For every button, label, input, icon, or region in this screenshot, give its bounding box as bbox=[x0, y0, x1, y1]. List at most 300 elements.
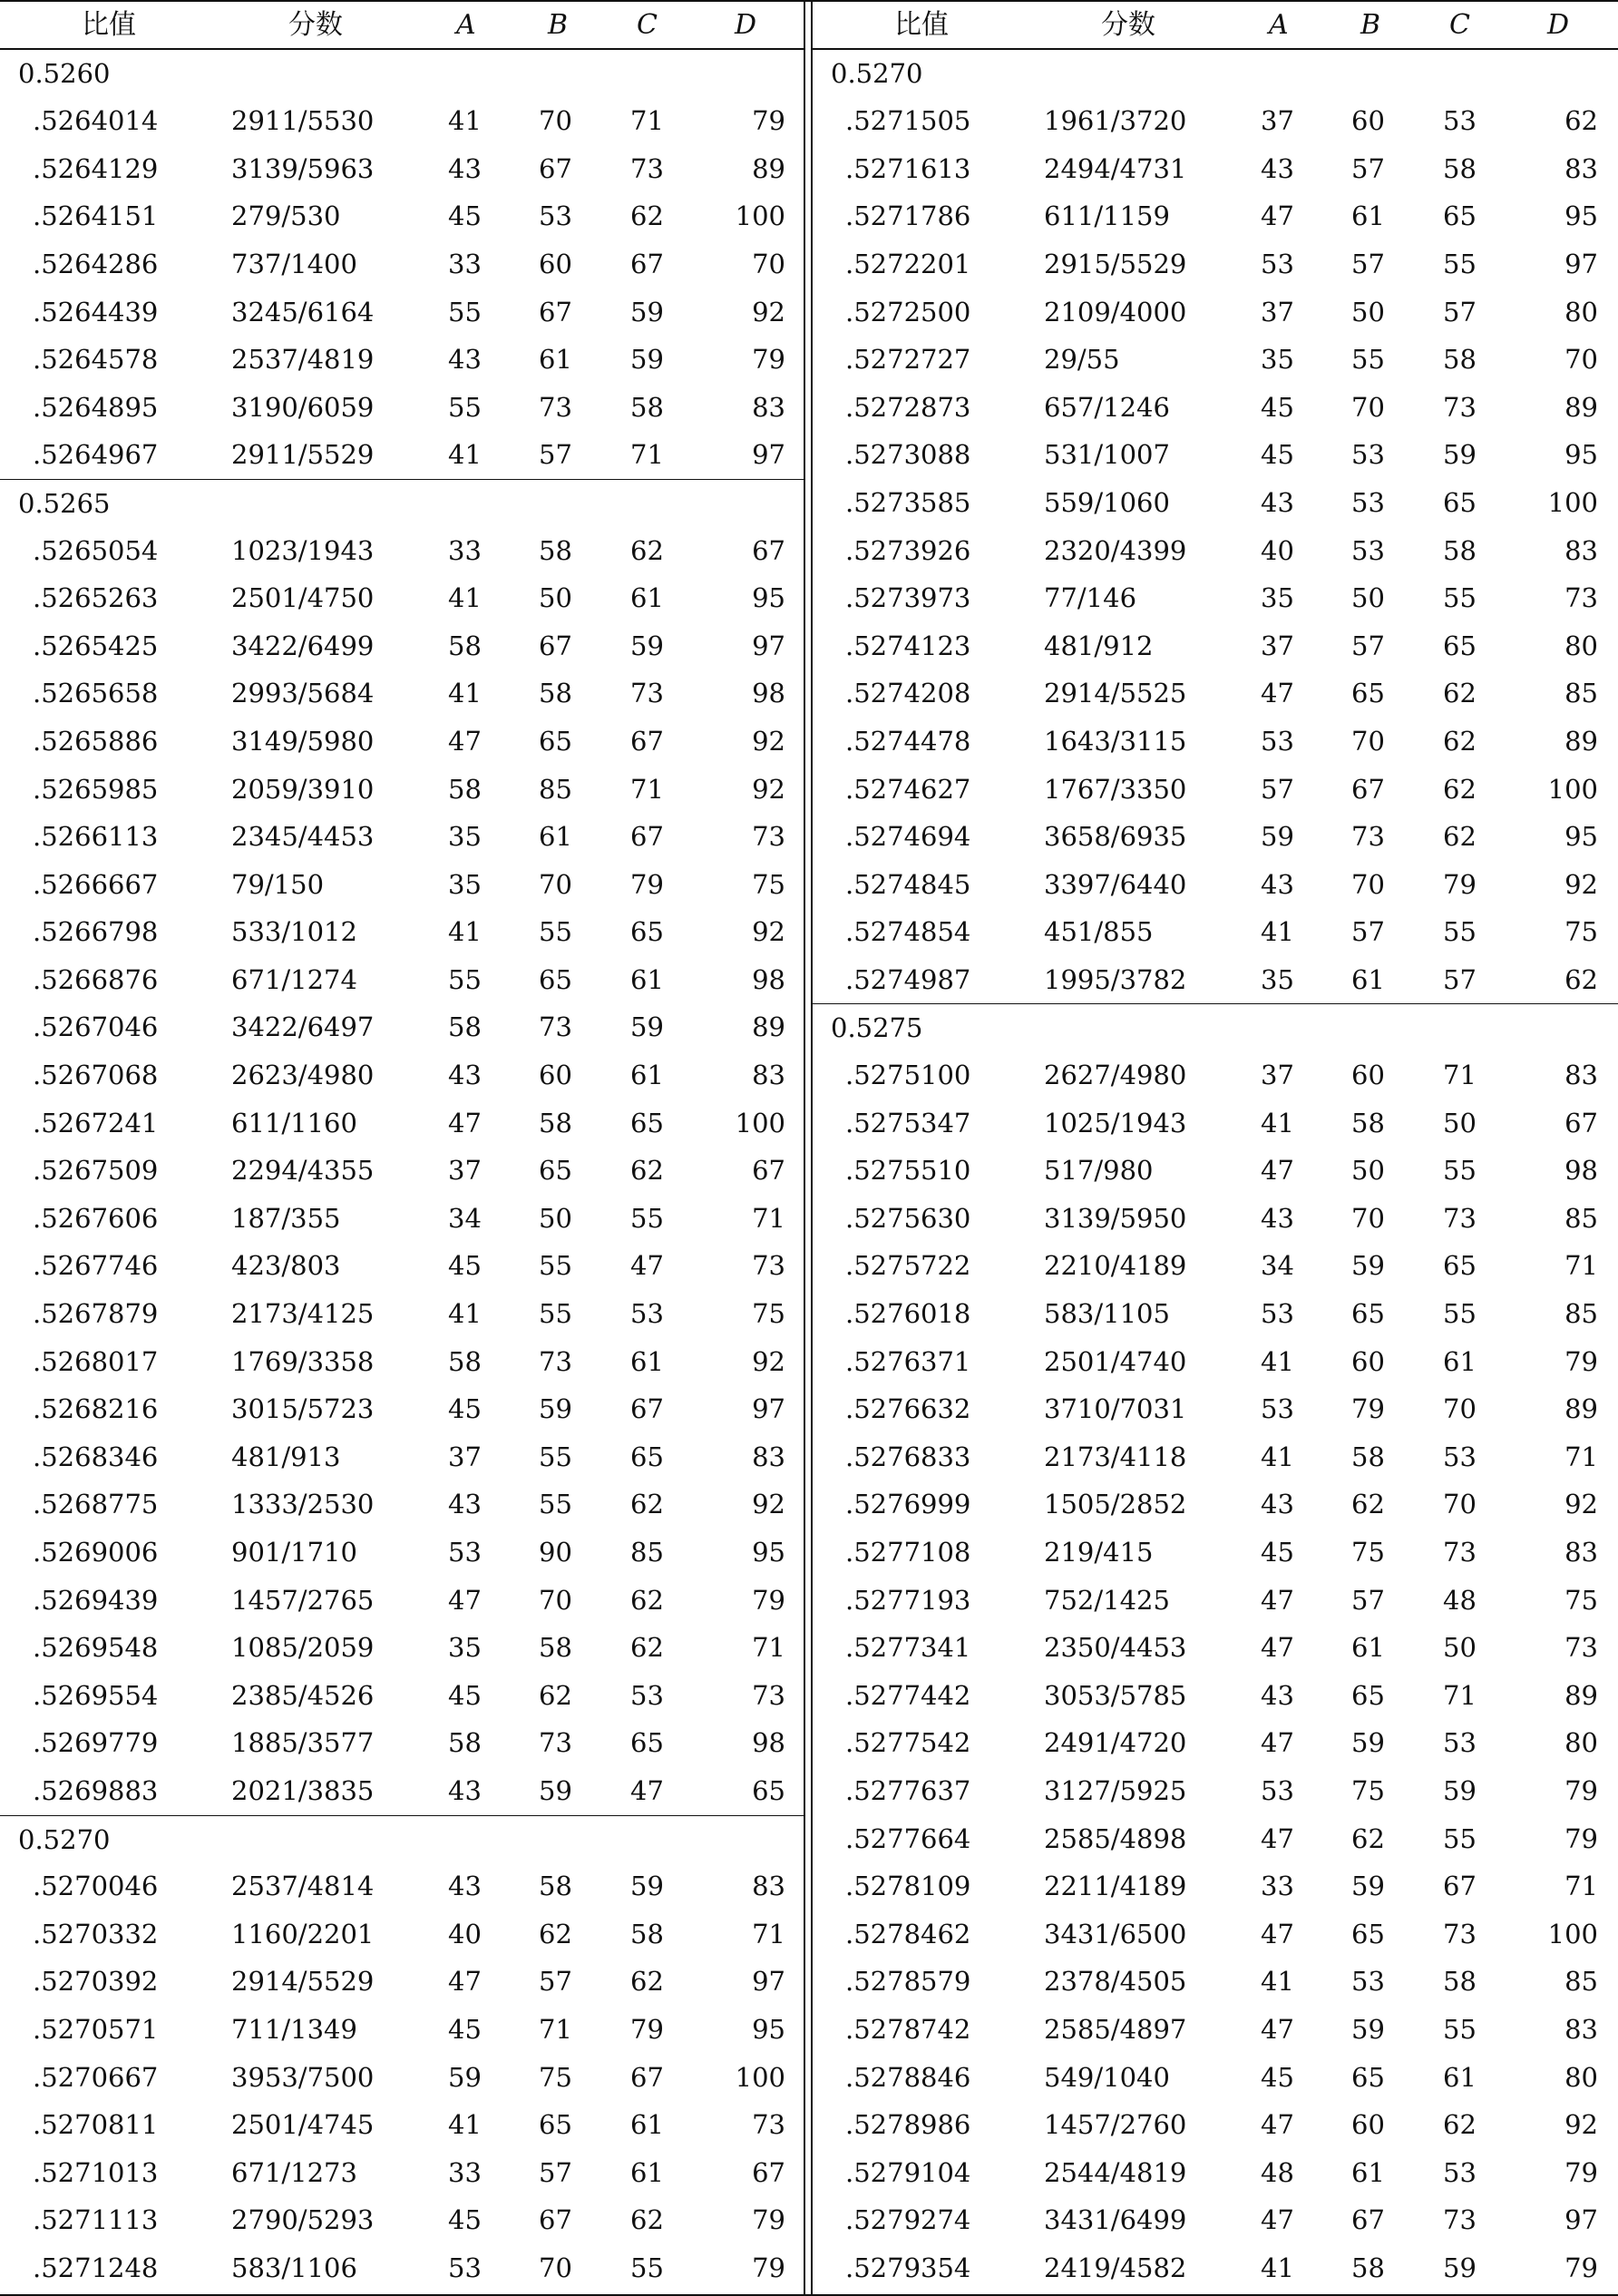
fraction-cell: 2914/5525 bbox=[1044, 678, 1187, 709]
c-cell: 59 bbox=[630, 1871, 664, 1902]
ratio-cell: .5268216 bbox=[33, 1393, 159, 1425]
c-cell: 79 bbox=[630, 2013, 664, 2045]
d-cell: 100 bbox=[735, 1107, 785, 1138]
a-cell: 40 bbox=[1261, 534, 1294, 566]
ratio-cell: .5268017 bbox=[33, 1345, 159, 1377]
ratio-cell: .5271613 bbox=[845, 152, 971, 184]
header-b: B bbox=[1360, 9, 1381, 41]
fraction-cell: 2585/4898 bbox=[1044, 1822, 1187, 1854]
a-cell: 35 bbox=[448, 868, 482, 900]
table-row bbox=[813, 1910, 1618, 1959]
b-cell: 75 bbox=[1351, 1774, 1385, 1806]
column-divider bbox=[804, 2, 813, 2294]
c-cell: 61 bbox=[630, 2156, 664, 2188]
d-cell: 79 bbox=[752, 2252, 785, 2283]
ratio-cell: .5265054 bbox=[33, 534, 159, 566]
d-cell: 85 bbox=[1564, 1298, 1598, 1330]
header-fraction: 分数 bbox=[1101, 9, 1155, 41]
c-cell: 73 bbox=[630, 152, 664, 184]
c-cell: 53 bbox=[1443, 2156, 1477, 2188]
fraction-cell: 2623/4980 bbox=[231, 1060, 375, 1091]
table-row bbox=[0, 240, 805, 288]
d-cell: 73 bbox=[752, 821, 785, 853]
c-cell: 55 bbox=[1443, 1298, 1477, 1330]
d-cell: 97 bbox=[752, 630, 785, 661]
c-cell: 53 bbox=[1443, 105, 1477, 137]
fraction-cell: 2537/4814 bbox=[231, 1871, 375, 1902]
b-cell: 70 bbox=[539, 2252, 572, 2283]
d-cell: 79 bbox=[1564, 2252, 1598, 2283]
c-cell: 53 bbox=[630, 1679, 664, 1711]
ratio-cell: .5270392 bbox=[33, 1966, 159, 1998]
table-row bbox=[0, 861, 805, 909]
fraction-cell: 3953/7500 bbox=[231, 2061, 375, 2093]
a-cell: 45 bbox=[448, 200, 482, 232]
b-cell: 55 bbox=[539, 1298, 572, 1330]
d-cell: 71 bbox=[1564, 1871, 1598, 1902]
d-cell: 80 bbox=[1564, 630, 1598, 661]
a-cell: 35 bbox=[1261, 344, 1294, 376]
a-cell: 37 bbox=[448, 1441, 482, 1472]
group-heading bbox=[0, 479, 805, 527]
a-cell: 34 bbox=[1261, 1250, 1294, 1282]
c-cell: 62 bbox=[630, 1966, 664, 1998]
d-cell: 79 bbox=[1564, 1345, 1598, 1377]
ratio-cell: .5274845 bbox=[845, 868, 971, 900]
d-cell: 83 bbox=[752, 391, 785, 423]
c-cell: 67 bbox=[630, 2061, 664, 2093]
a-cell: 48 bbox=[1261, 2156, 1294, 2188]
table-row bbox=[813, 2244, 1618, 2292]
ratio-cell: .5265985 bbox=[33, 773, 159, 805]
fraction-cell: 3431/6500 bbox=[1044, 1918, 1187, 1949]
table-row bbox=[0, 97, 805, 145]
a-cell: 43 bbox=[448, 344, 482, 376]
a-cell: 43 bbox=[1261, 1679, 1294, 1711]
ratio-cell: .5278742 bbox=[845, 2013, 971, 2045]
b-cell: 70 bbox=[539, 105, 572, 137]
fraction-cell: 1333/2530 bbox=[231, 1489, 375, 1520]
ratio-cell: .5264578 bbox=[33, 344, 159, 376]
a-cell: 35 bbox=[448, 821, 482, 853]
d-cell: 83 bbox=[752, 1060, 785, 1091]
ratio-cell: .5265263 bbox=[33, 582, 159, 614]
b-cell: 65 bbox=[1351, 678, 1385, 709]
c-cell: 67 bbox=[630, 821, 664, 853]
c-cell: 55 bbox=[630, 1202, 664, 1234]
b-cell: 57 bbox=[1351, 916, 1385, 948]
a-cell: 43 bbox=[1261, 1202, 1294, 1234]
table-row bbox=[0, 1051, 805, 1099]
fraction-cell: 3431/6499 bbox=[1044, 2204, 1187, 2236]
c-cell: 57 bbox=[1443, 296, 1477, 327]
table-row bbox=[0, 574, 805, 622]
d-cell: 83 bbox=[752, 1871, 785, 1902]
a-cell: 58 bbox=[448, 1011, 482, 1043]
table-row bbox=[813, 336, 1618, 384]
a-cell: 47 bbox=[448, 1966, 482, 1998]
ratio-cell: .5276833 bbox=[845, 1441, 971, 1472]
b-cell: 65 bbox=[539, 963, 572, 995]
ratio-cell: .5265886 bbox=[33, 725, 159, 757]
ratio-cell: .5266798 bbox=[33, 916, 159, 948]
ratio-cell: .5271013 bbox=[33, 2156, 159, 2188]
c-cell: 71 bbox=[630, 773, 664, 805]
ratio-cell: .5264151 bbox=[33, 200, 159, 232]
ratio-cell: .5276018 bbox=[845, 1298, 971, 1330]
b-cell: 73 bbox=[539, 1727, 572, 1759]
d-cell: 67 bbox=[1564, 1107, 1598, 1138]
d-cell: 80 bbox=[1564, 1727, 1598, 1759]
a-cell: 53 bbox=[1261, 725, 1294, 757]
ratio-cell: .5273926 bbox=[845, 534, 971, 566]
fraction-cell: 3053/5785 bbox=[1044, 1679, 1187, 1711]
b-cell: 59 bbox=[539, 1774, 572, 1806]
ratio-cell: .5277341 bbox=[845, 1632, 971, 1664]
ratio-cell: .5275722 bbox=[845, 1250, 971, 1282]
b-cell: 61 bbox=[1351, 1632, 1385, 1664]
fraction-cell: 1025/1943 bbox=[1044, 1107, 1187, 1138]
b-cell: 58 bbox=[539, 678, 572, 709]
table-row bbox=[0, 1910, 805, 1959]
c-cell: 62 bbox=[1443, 725, 1477, 757]
group-label: 0.5270 bbox=[831, 57, 923, 89]
table-row bbox=[0, 1242, 805, 1290]
ratio-cell: .5270571 bbox=[33, 2013, 159, 2045]
c-cell: 61 bbox=[630, 963, 664, 995]
b-cell: 53 bbox=[539, 200, 572, 232]
table-row bbox=[0, 1672, 805, 1720]
b-cell: 57 bbox=[539, 439, 572, 471]
d-cell: 67 bbox=[752, 1155, 785, 1187]
a-cell: 43 bbox=[448, 1871, 482, 1902]
table-row bbox=[813, 1672, 1618, 1720]
a-cell: 41 bbox=[448, 439, 482, 471]
d-cell: 83 bbox=[1564, 2013, 1598, 2045]
a-cell: 33 bbox=[448, 248, 482, 279]
ratio-cell: .5274627 bbox=[845, 773, 971, 805]
table-row bbox=[0, 1719, 805, 1767]
c-cell: 55 bbox=[630, 2252, 664, 2283]
table-row bbox=[0, 1862, 805, 1910]
c-cell: 59 bbox=[630, 344, 664, 376]
d-cell: 95 bbox=[752, 1537, 785, 1568]
ratio-cell: .5271113 bbox=[33, 2204, 159, 2236]
ratio-cell: .5277108 bbox=[845, 1537, 971, 1568]
d-cell: 92 bbox=[1564, 2109, 1598, 2141]
fraction-cell: 3658/6935 bbox=[1044, 821, 1187, 853]
a-cell: 35 bbox=[448, 1632, 482, 1664]
table-row bbox=[813, 97, 1618, 145]
b-cell: 59 bbox=[1351, 1250, 1385, 1282]
d-cell: 80 bbox=[1564, 296, 1598, 327]
d-cell: 98 bbox=[752, 963, 785, 995]
a-cell: 45 bbox=[1261, 439, 1294, 471]
fraction-cell: 2210/4189 bbox=[1044, 1250, 1187, 1282]
table-row bbox=[0, 1624, 805, 1672]
d-cell: 75 bbox=[752, 1298, 785, 1330]
c-cell: 53 bbox=[1443, 1441, 1477, 1472]
c-cell: 61 bbox=[1443, 2061, 1477, 2093]
b-cell: 60 bbox=[1351, 1060, 1385, 1091]
b-cell: 55 bbox=[539, 1441, 572, 1472]
b-cell: 60 bbox=[539, 248, 572, 279]
table-row bbox=[813, 669, 1618, 718]
a-cell: 55 bbox=[448, 296, 482, 327]
table-row bbox=[813, 1480, 1618, 1529]
c-cell: 58 bbox=[630, 1918, 664, 1949]
c-cell: 62 bbox=[1443, 821, 1477, 853]
right-table bbox=[813, 2, 1618, 2292]
c-cell: 55 bbox=[1443, 582, 1477, 614]
table-row bbox=[813, 956, 1618, 1004]
fraction-cell: 549/1040 bbox=[1044, 2061, 1170, 2093]
c-cell: 62 bbox=[630, 1489, 664, 1520]
table-row bbox=[813, 1338, 1618, 1386]
a-cell: 45 bbox=[1261, 1537, 1294, 1568]
a-cell: 34 bbox=[448, 1202, 482, 1234]
d-cell: 95 bbox=[752, 582, 785, 614]
table-row bbox=[813, 1577, 1618, 1625]
a-cell: 47 bbox=[1261, 1822, 1294, 1854]
fraction-cell: 77/146 bbox=[1044, 582, 1137, 614]
ratio-cell: .5267046 bbox=[33, 1011, 159, 1043]
ratio-cell: .5276371 bbox=[845, 1345, 971, 1377]
table-row bbox=[0, 431, 805, 479]
d-cell: 95 bbox=[752, 2013, 785, 2045]
fraction-cell: 2059/3910 bbox=[231, 773, 375, 805]
table-row bbox=[813, 2006, 1618, 2054]
b-cell: 58 bbox=[539, 1632, 572, 1664]
table-row bbox=[0, 1099, 805, 1148]
a-cell: 47 bbox=[1261, 678, 1294, 709]
header-c: C bbox=[637, 9, 658, 41]
group-heading bbox=[813, 50, 1618, 98]
header-a: A bbox=[1269, 9, 1289, 41]
a-cell: 53 bbox=[1261, 248, 1294, 279]
c-cell: 70 bbox=[1443, 1489, 1477, 1520]
header-d: D bbox=[1547, 9, 1570, 41]
b-cell: 59 bbox=[1351, 1871, 1385, 1902]
c-cell: 62 bbox=[630, 2204, 664, 2236]
table-row bbox=[813, 718, 1618, 766]
d-cell: 79 bbox=[1564, 1774, 1598, 1806]
a-cell: 58 bbox=[448, 630, 482, 661]
b-cell: 73 bbox=[539, 391, 572, 423]
ratio-cell: .5267068 bbox=[33, 1060, 159, 1091]
fraction-cell: 2494/4731 bbox=[1044, 152, 1187, 184]
fraction-cell: 2911/5530 bbox=[231, 105, 375, 137]
table-row bbox=[0, 1958, 805, 2006]
ratio-cell: .5264014 bbox=[33, 105, 159, 137]
b-cell: 65 bbox=[539, 1155, 572, 1187]
a-cell: 41 bbox=[1261, 1966, 1294, 1998]
c-cell: 62 bbox=[630, 1584, 664, 1616]
ratio-cell: .5275510 bbox=[845, 1155, 971, 1187]
table-row bbox=[813, 1958, 1618, 2006]
ratio-cell: .5272500 bbox=[845, 296, 971, 327]
d-cell: 73 bbox=[1564, 1632, 1598, 1664]
d-cell: 92 bbox=[1564, 868, 1598, 900]
c-cell: 85 bbox=[630, 1537, 664, 1568]
fraction-cell: 2378/4505 bbox=[1044, 1966, 1187, 1998]
d-cell: 83 bbox=[1564, 1537, 1598, 1568]
table-row bbox=[813, 479, 1618, 527]
table-row bbox=[0, 2054, 805, 2102]
table-row bbox=[0, 2196, 805, 2244]
header-c: C bbox=[1449, 9, 1470, 41]
b-cell: 73 bbox=[539, 1011, 572, 1043]
d-cell: 89 bbox=[1564, 725, 1598, 757]
fraction-cell: 2544/4819 bbox=[1044, 2156, 1187, 2188]
d-cell: 67 bbox=[752, 534, 785, 566]
c-cell: 73 bbox=[1443, 1918, 1477, 1949]
b-cell: 70 bbox=[1351, 391, 1385, 423]
b-cell: 70 bbox=[539, 868, 572, 900]
c-cell: 58 bbox=[1443, 534, 1477, 566]
b-cell: 62 bbox=[1351, 1489, 1385, 1520]
c-cell: 71 bbox=[630, 439, 664, 471]
fraction-cell: 2345/4453 bbox=[231, 821, 375, 853]
b-cell: 65 bbox=[1351, 1298, 1385, 1330]
b-cell: 57 bbox=[539, 1966, 572, 1998]
c-cell: 65 bbox=[1443, 200, 1477, 232]
d-cell: 73 bbox=[752, 2109, 785, 2141]
d-cell: 95 bbox=[1564, 821, 1598, 853]
b-cell: 62 bbox=[539, 1679, 572, 1711]
c-cell: 59 bbox=[630, 296, 664, 327]
fraction-cell: 1160/2201 bbox=[231, 1918, 375, 1949]
ratio-cell: .5279274 bbox=[845, 2204, 971, 2236]
d-cell: 89 bbox=[1564, 1679, 1598, 1711]
c-cell: 53 bbox=[1443, 1727, 1477, 1759]
a-cell: 55 bbox=[448, 391, 482, 423]
b-cell: 67 bbox=[539, 630, 572, 661]
table-row bbox=[0, 956, 805, 1004]
ratio-cell: .5274478 bbox=[845, 725, 971, 757]
d-cell: 89 bbox=[1564, 391, 1598, 423]
a-cell: 47 bbox=[1261, 1155, 1294, 1187]
table-row bbox=[813, 2149, 1618, 2197]
fraction-cell: 3422/6499 bbox=[231, 630, 375, 661]
c-cell: 59 bbox=[1443, 2252, 1477, 2283]
d-cell: 75 bbox=[1564, 916, 1598, 948]
fraction-cell: 2501/4745 bbox=[231, 2109, 375, 2141]
d-cell: 70 bbox=[1564, 344, 1598, 376]
fraction-cell: 2109/4000 bbox=[1044, 296, 1187, 327]
table-row bbox=[813, 2196, 1618, 2244]
table-row bbox=[0, 1003, 805, 1051]
header-d: D bbox=[735, 9, 757, 41]
table-row bbox=[813, 861, 1618, 909]
d-cell: 97 bbox=[1564, 2204, 1598, 2236]
table-row bbox=[813, 1719, 1618, 1767]
a-cell: 47 bbox=[1261, 1584, 1294, 1616]
d-cell: 83 bbox=[752, 1441, 785, 1472]
c-cell: 65 bbox=[1443, 1250, 1477, 1282]
b-cell: 85 bbox=[539, 773, 572, 805]
ratio-cell: .5269883 bbox=[33, 1774, 159, 1806]
a-cell: 35 bbox=[1261, 582, 1294, 614]
c-cell: 71 bbox=[630, 105, 664, 137]
fraction-cell: 2173/4118 bbox=[1044, 1441, 1187, 1472]
d-cell: 92 bbox=[752, 1345, 785, 1377]
a-cell: 59 bbox=[1261, 821, 1294, 853]
ratio-cell: .5267746 bbox=[33, 1250, 159, 1282]
fraction-cell: 671/1274 bbox=[231, 963, 357, 995]
c-cell: 58 bbox=[1443, 152, 1477, 184]
ratio-cell: .5277542 bbox=[845, 1727, 971, 1759]
ratio-cell: .5274694 bbox=[845, 821, 971, 853]
fraction-cell: 2320/4399 bbox=[1044, 534, 1187, 566]
ratio-cell: .5267241 bbox=[33, 1107, 159, 1138]
d-cell: 62 bbox=[1564, 963, 1598, 995]
b-cell: 57 bbox=[1351, 152, 1385, 184]
table-row bbox=[0, 669, 805, 718]
c-cell: 53 bbox=[630, 1298, 664, 1330]
fraction-cell: 559/1060 bbox=[1044, 486, 1170, 518]
ratio-cell: .5267606 bbox=[33, 1202, 159, 1234]
a-cell: 58 bbox=[448, 1727, 482, 1759]
c-cell: 55 bbox=[1443, 1822, 1477, 1854]
table-row bbox=[813, 2054, 1618, 2102]
fraction-cell: 1643/3115 bbox=[1044, 725, 1187, 757]
b-cell: 57 bbox=[539, 2156, 572, 2188]
ratio-cell: .5270811 bbox=[33, 2109, 159, 2141]
ratio-cell: .5271248 bbox=[33, 2252, 159, 2283]
c-cell: 55 bbox=[1443, 2013, 1477, 2045]
c-cell: 57 bbox=[1443, 963, 1477, 995]
ratio-cell: .5278986 bbox=[845, 2109, 971, 2141]
ratio-cell: .5277637 bbox=[845, 1774, 971, 1806]
ratio-cell: .5274854 bbox=[845, 916, 971, 948]
table-row bbox=[813, 1862, 1618, 1910]
c-cell: 61 bbox=[630, 1345, 664, 1377]
ratio-cell: .5267509 bbox=[33, 1155, 159, 1187]
table-row bbox=[0, 813, 805, 861]
fraction-cell: 3015/5723 bbox=[231, 1393, 375, 1425]
ratio-cell: .5264439 bbox=[33, 296, 159, 327]
b-cell: 65 bbox=[1351, 1918, 1385, 1949]
table-row bbox=[0, 527, 805, 575]
ratio-cell: .5264286 bbox=[33, 248, 159, 279]
b-cell: 75 bbox=[1351, 1537, 1385, 1568]
fraction-cell: 481/913 bbox=[231, 1441, 341, 1472]
a-cell: 47 bbox=[1261, 1727, 1294, 1759]
a-cell: 59 bbox=[448, 2061, 482, 2093]
c-cell: 55 bbox=[1443, 916, 1477, 948]
table-row bbox=[813, 908, 1618, 956]
fraction-cell: 657/1246 bbox=[1044, 391, 1170, 423]
d-cell: 100 bbox=[735, 2061, 785, 2093]
fraction-cell: 2790/5293 bbox=[231, 2204, 375, 2236]
fraction-cell: 2173/4125 bbox=[231, 1298, 375, 1330]
fraction-cell: 3710/7031 bbox=[1044, 1393, 1187, 1425]
b-cell: 57 bbox=[1351, 248, 1385, 279]
fraction-cell: 3397/6440 bbox=[1044, 868, 1187, 900]
a-cell: 41 bbox=[448, 105, 482, 137]
table-row bbox=[813, 1624, 1618, 1672]
fraction-cell: 3190/6059 bbox=[231, 391, 375, 423]
b-cell: 61 bbox=[1351, 2156, 1385, 2188]
table-row bbox=[813, 1195, 1618, 1243]
fraction-cell: 2385/4526 bbox=[231, 1679, 375, 1711]
table-row bbox=[0, 192, 805, 240]
d-cell: 89 bbox=[752, 152, 785, 184]
d-cell: 83 bbox=[1564, 534, 1598, 566]
ratio-cell: .5278109 bbox=[845, 1871, 971, 1902]
c-cell: 50 bbox=[1443, 1632, 1477, 1664]
